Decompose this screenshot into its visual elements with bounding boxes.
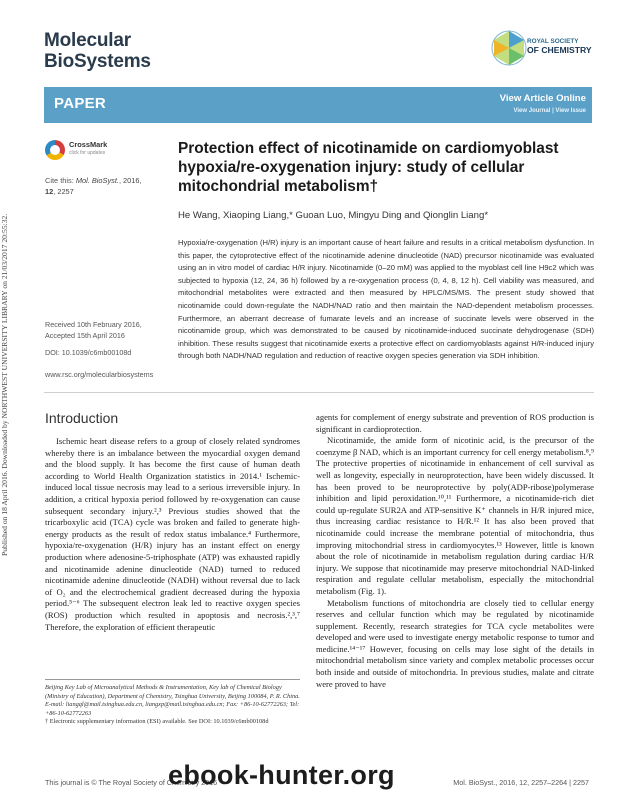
received-date: Received 10th February 2016, bbox=[45, 320, 142, 329]
intro-paragraph-1-cont: agents for complement of energy substrate and prevention of ROS production is significant in cardioprotection. bbox=[316, 412, 594, 434]
journal-url-link[interactable]: www.rsc.org/molecularbiosystems bbox=[45, 370, 154, 379]
journal-name[interactable] bbox=[44, 30, 151, 72]
intro-paragraph-2: Nicotinamide, the amide form of nicotinic acid, is the precursor of the coenzyme β NAD, which is an important currency for cell energy metabolism.⁸,⁹ The protective properties of nicotinamide in enhancement of cell survival as well as longevity, especially in neuroprotection, have been widely discussed. It has been proved to be neuroprotective by poly(ADP-ribose)polymerase inhibition and lipid peroxidation.¹⁰,¹¹ Furthermore, a nicotinamide-rich diet could up-regulate SUR2A and ATP-sensitive K⁺ channels in H/R injured mice, thus increasing cardiac resistance to H/R.¹² It has also been proved that nicotinamide could increase the membrane potential of mitochondria, thus improving mitochondrial stress in cardiomyocytes.¹³ However, little is known about the role of nicotinamide in metabolism regulation during cardiac H/R injury. We suppose that nicotinamide may preserve mitochondrial NAD-linked respiration and regulate cellular metabolism, especially the mitochondrial metabolism (Fig. 1). bbox=[316, 435, 594, 596]
crossmark-subtitle: click for updates bbox=[69, 150, 106, 156]
cite-pages: , 2257 bbox=[53, 187, 74, 196]
article-abstract: Hypoxia/re-oxygenation (H/R) injury is an important cause of heart failure and results in a critical metabolism dysfunction. In this paper, the cytoprotective effect of the nicotinamide adenine dinucleotide (NAD) precursor nicotinamide was evaluated using an in vitro model of cardiac H/R injury. Nicotinamide (0–20 mM) was applied to the myoblast cell line H9c2 which was subjected to hypoxia (12, 24, 36 h) followed by a re-oxygenation process (0, 4, 8, 12 h). Cell viability was measured, and mitochondrial metabolites were extracted and then measured by HPLC/MS/MS. The present study showed that nicotinamide could down-regulate the NADH/NAD ratio and then maintain the NAD-dependent metabolism processes. Furthermore, an aberrant decrease of fumarate levels and an increase of succinate levels were observed in the nicotinamide group, which was demonstrated to be caused by nicotinamide-induced succinate dehydrogenase (SDH) inhibition. These results suggest that nicotinamide exerts a protective effect on cardiomyoblasts against H/R-induced injury through both NADH/NAD regulation and reduction of reactive oxygen species generation via SDH inhibition. bbox=[178, 238, 594, 361]
rsc-line1: ROYAL SOCIETY bbox=[527, 38, 579, 45]
cite-year: , 2016, bbox=[118, 176, 142, 185]
crossmark-title: CrossMark bbox=[69, 140, 108, 149]
journal-name-line2: BioSystems bbox=[44, 51, 151, 72]
article-title: Protection effect of nicotinamide on cardiomyoblast hypoxia/re-oxygenation injury: study of cellular mitochondrial metabolism† bbox=[178, 140, 559, 195]
citation bbox=[45, 175, 170, 197]
view-article-online-link[interactable]: View Article Online bbox=[499, 93, 586, 104]
footer-copyright: This journal is © The Royal Society of Chemistry 2016 bbox=[45, 778, 218, 787]
intro-right-column bbox=[316, 412, 594, 787]
esi-footnote: † Electronic supplementary information (ESI) available. See DOI: 10.1039/c6mb00108d bbox=[45, 718, 269, 726]
cite-journal: Mol. BioSyst. bbox=[75, 176, 119, 185]
intro-left-column bbox=[45, 436, 300, 658]
footnotes bbox=[45, 684, 300, 727]
affiliation-footnote: Beijing Key Lab of Microanalytical Methods & Instrumentation, Key lab of Chemical Biology (Ministry of Education), Department of Chemistry, Tsinghua University, Beijing 100084, P. R. China. E-mail: liangql@mail.tsinghua.edu.cn, liangxp@mail.tsinghua.edu.cn; Fax: +86-10-62772263; Tel: +86-10-62772263 bbox=[45, 684, 300, 717]
footnote-rule bbox=[45, 679, 300, 680]
view-links bbox=[514, 108, 587, 114]
crossmark-icon bbox=[45, 140, 65, 160]
download-stamp: Published on 18 April 2016. Downloaded by NORTHWEST UNIVERSITY LIBRARY on 21/03/2017 20:55:32. bbox=[0, 213, 9, 557]
intro-paragraph-3: Metabolism functions of mitochondria are closely tied to cellular energy reserves and cellular function which may be regulated by nicotinamide supplement. Recently, research strategies for TCA cycle metabolites were developed and were used to investigate energy metabolic response to tumor and medicine.¹⁴⁻¹⁷ However, focusing on cells may lose sight of the details in mitochondrial metabolism since variety and complex metabolic processes occur both inside and outside of mitochondria. In previous studies, malate and citrate were proved to have bbox=[316, 597, 594, 689]
link-separator: | bbox=[550, 108, 556, 114]
journal-name-line1: Molecular bbox=[44, 30, 131, 51]
cite-volume: 12 bbox=[45, 187, 54, 196]
introduction-heading: Introduction bbox=[45, 410, 119, 426]
article-type-label: PAPER bbox=[54, 95, 107, 112]
rsc-line2: OF CHEMISTRY bbox=[527, 45, 592, 55]
accepted-date: Accepted 15th April 2016 bbox=[45, 330, 125, 340]
article-authors: He Wang, Xiaoping Liang,* Guoan Luo, Mingyu Ding and Qionglin Liang* bbox=[178, 210, 489, 221]
view-journal-link[interactable]: View Journal bbox=[513, 108, 551, 114]
view-issue-link[interactable]: View Issue bbox=[555, 108, 586, 114]
footer-page-info: Mol. BioSyst., 2016, 12, 2257–2264 | 2257 bbox=[453, 778, 589, 787]
watermark: ebook-hunter.org bbox=[168, 760, 395, 790]
crossmark-badge[interactable] bbox=[45, 138, 125, 166]
cite-label: Cite this: bbox=[45, 176, 74, 185]
intro-paragraph-1: Ischemic heart disease refers to a group of closely related syndromes whereby there is an imbalance between the myocardial oxygen demand and the blood supply. It has become the first cause of human death according to World Health Organization statistics in 2014.¹ Ischemic-induced local tissue necrosis may lead to a serious irreversible injury. In addition, a critical hypoxia period followed by re-oxygenation can cause subsequent secondary injury.²,³ Previous studies showed that the tricarboxylic acid (TCA) cycle was broken and failed to generate high-energy products as the result of redox status imbalance.⁴ Furthermore, hypoxia/re-oxygenation (H/R) injury has an instant effect on energy production where adenosine-5-triphosphate (ATP) was exhausted rapidly and nicotinamide adenine dinucleotide (NAD) turned to reduced nicotinamide adenine dinucleotide (NADH) without reversal due to lack of O₂ and the electrochemical gradient decreased during the hypoxia period.⁵⁻⁶ The subsequent electron leak led to reactive oxygen species (ROS) production which resulted in apoptosis and necrosis.²,³,⁷ Therefore, the exploration of efficient therapeutic bbox=[45, 436, 300, 632]
rsc-wordmark bbox=[527, 38, 599, 55]
received-accepted bbox=[45, 320, 175, 341]
article-type-banner bbox=[44, 87, 592, 123]
doi-link[interactable]: DOI: 10.1039/c6mb00108d bbox=[45, 348, 132, 357]
section-divider bbox=[44, 392, 594, 393]
